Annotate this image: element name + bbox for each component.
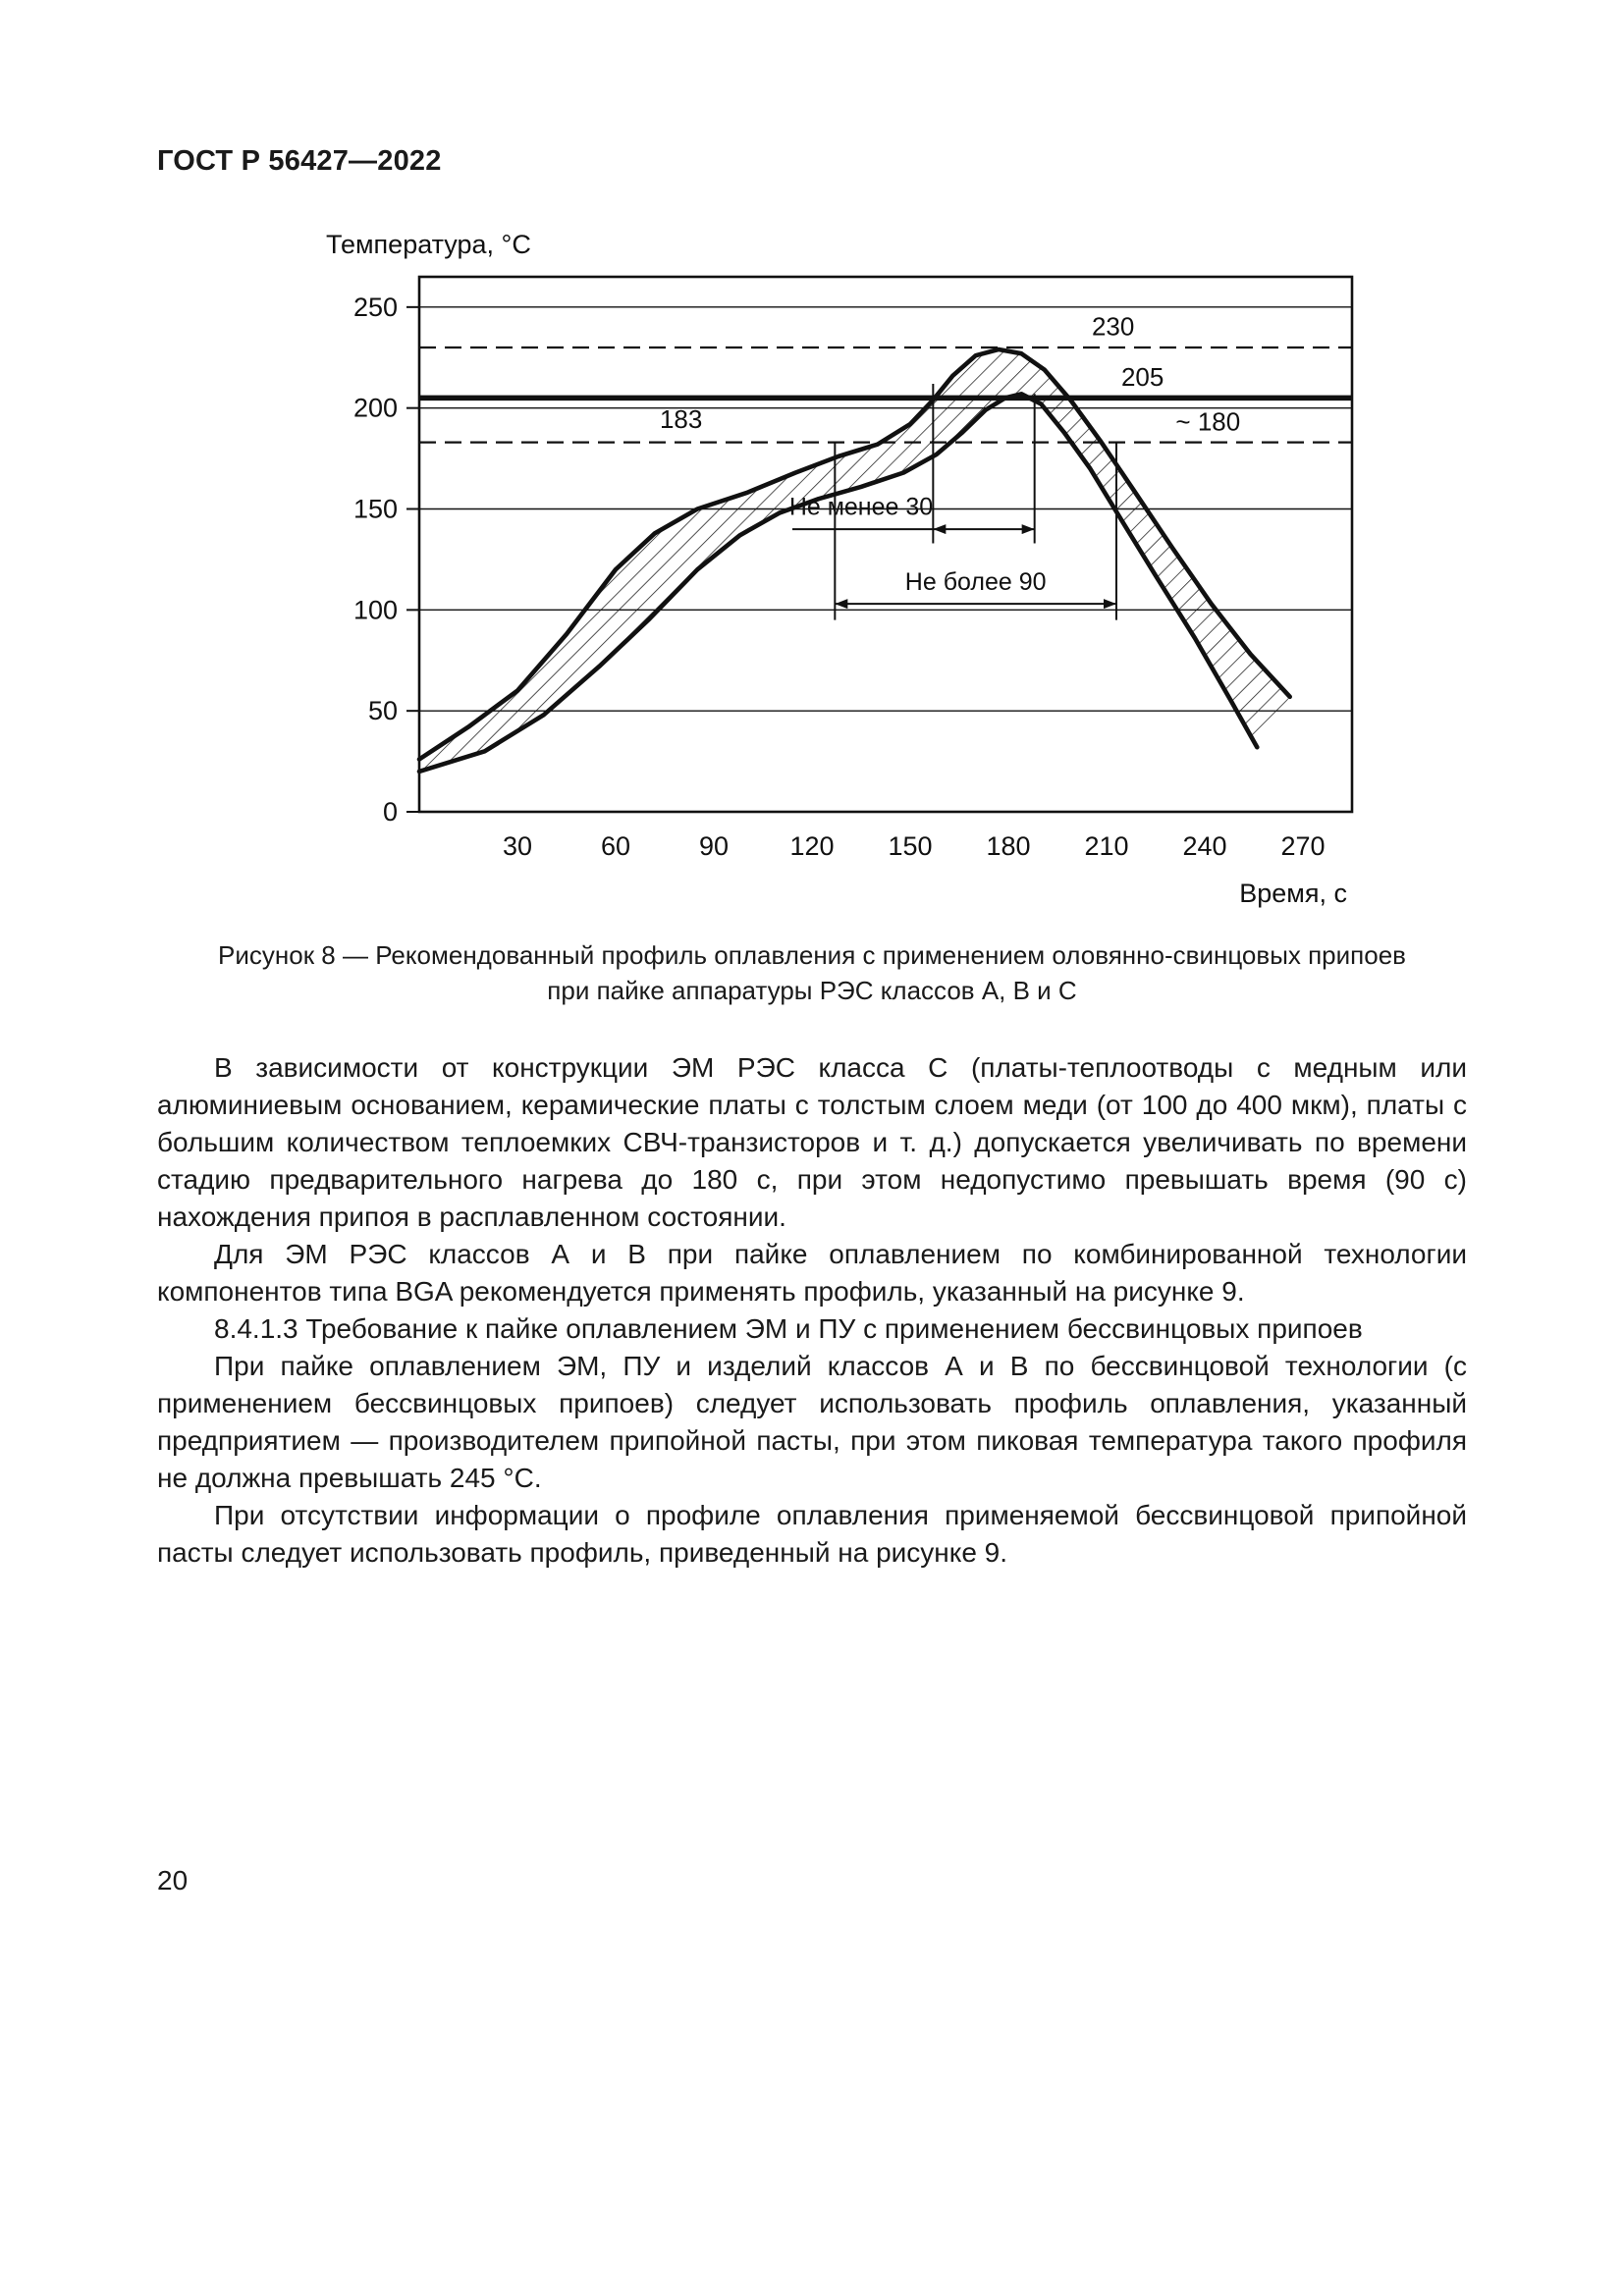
- figure-caption-line-1: Рисунок 8 — Рекомендованный профиль оплавления с применением оловянно-свинцовых припоев: [218, 940, 1406, 970]
- plot-frame: [419, 277, 1352, 812]
- figure-caption-line-2: при пайке аппаратуры РЭС классов А, В и С: [547, 976, 1077, 1005]
- x-tick-label: 210: [1084, 831, 1129, 861]
- figure-8: [157, 223, 1467, 1008]
- y-tick-label: 50: [367, 696, 398, 726]
- body-paragraph-2: Для ЭМ РЭС классов А и В при пайке оплавлением по комбинированной технологии компонентов типа BGA рекомендуется применять профиль, указанный на рисунке 9.: [157, 1239, 1467, 1307]
- y-tick-label: 0: [382, 797, 398, 827]
- body-paragraph-5: При отсутствии информации о профиле оплавления применяемой бессвинцовой припойной пасты следует использовать профиль, приведенный на рисунке 9.: [157, 1500, 1467, 1568]
- body-paragraph-1: В зависимости от конструкции ЭМ РЭС класса С (платы-теплоотводы с медным или алюминиевым основанием, керамические платы с толстым слоем меди (от 100 до 400 мкм), платы с большим количеством теплоемких СВЧ-транзисторов и т. д.) допускается увеличивать по времени стадию предварительного нагрева до 180 с, при этом недопустимо превышать время (90 с) нахождения припоя в расплавленном состоянии.: [157, 1052, 1467, 1232]
- y-tick-label: 150: [352, 494, 398, 524]
- annotation-text: Не менее 30: [788, 493, 934, 521]
- line-label: 205: [1120, 362, 1164, 393]
- body-paragraph-4: При пайке оплавлением ЭМ, ПУ и изделий классов А и В по бессвинцовой технологии (с применением бессвинцовых припоев) следует использовать профиль оплавления, указанный предприятием — производителем припойной пасты, при этом пиковая температура такого профиля не должна превышать 245 °С.: [157, 1351, 1467, 1493]
- page-number: 20: [157, 1865, 189, 1896]
- line-label: 183: [659, 404, 703, 435]
- y-tick-label: 200: [352, 393, 398, 423]
- x-tick-label: 270: [1280, 831, 1326, 861]
- annotation-text: Не более 90: [904, 567, 1047, 596]
- line-label: ~ 180: [1175, 406, 1241, 437]
- document-header: ГОСТ Р 56427—2022: [157, 145, 442, 177]
- y-axis-title: Температура, °С: [326, 230, 531, 259]
- x-tick-label: 60: [600, 831, 631, 861]
- clause-heading-8413: 8.4.1.3 Требование к пайке оплавлением ЭМ и ПУ с применением бессвинцовых припоев: [214, 1313, 1363, 1344]
- body-text: [157, 1049, 1467, 1572]
- x-tick-label: 30: [502, 831, 533, 861]
- x-axis-title: Время, с: [1239, 879, 1347, 908]
- figure-caption: [157, 937, 1467, 1008]
- profile-lower-bound: [419, 394, 1257, 772]
- y-tick-label: 250: [352, 292, 398, 322]
- line-label: 230: [1091, 311, 1135, 342]
- x-tick-label: 150: [888, 831, 933, 861]
- x-tick-label: 180: [986, 831, 1031, 861]
- x-tick-label: 120: [789, 831, 835, 861]
- x-tick-label: 240: [1182, 831, 1227, 861]
- x-tick-label: 90: [698, 831, 730, 861]
- y-tick-label: 100: [352, 595, 398, 625]
- reflow-profile-chart: [247, 223, 1377, 910]
